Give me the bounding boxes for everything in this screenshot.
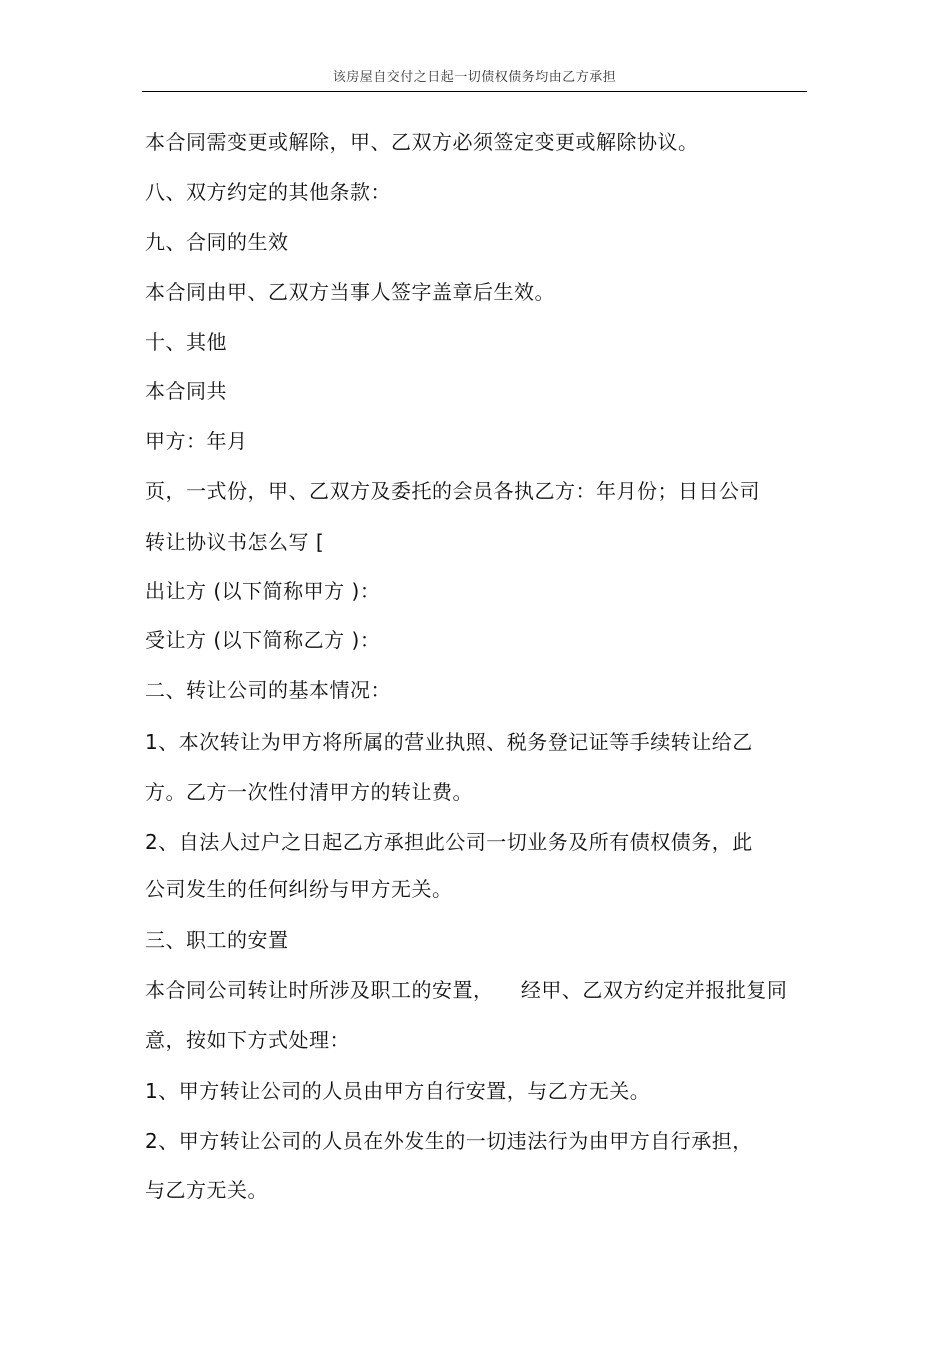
body-line-9: 转让协议书怎么写 [ (145, 530, 325, 554)
body-line-16: 公司发生的任何纠纷与甲方无关。 (145, 877, 453, 901)
body-line-2: 八、双方约定的其他条款： (145, 180, 391, 204)
body-line-21: 2、甲方转让公司的人员在外发生的一切违法行为由甲方自行承担， (145, 1129, 753, 1153)
body-line-10: 出让方 (以下简称甲方 )： (145, 579, 381, 603)
body-line-6: 本合同共 (145, 379, 227, 403)
body-line-20: 1、甲方转让公司的人员由甲方自行安置，与乙方无关。 (145, 1079, 651, 1103)
body-line-17: 三、职工的安置 (145, 928, 289, 952)
body-line-3: 九、合同的生效 (145, 230, 289, 254)
body-line-13: 1、本次转让为甲方将所属的营业执照、税务登记证等手续转让给乙 (145, 730, 753, 754)
body-line-14: 方。乙方一次性付清甲方的转让费。 (145, 780, 473, 804)
body-line-18: 本合同公司转让时所涉及职工的安置， 经甲、乙双方约定并报批复同 (145, 978, 788, 1002)
body-line-5: 十、其他 (145, 330, 227, 354)
body-line-11: 受让方 (以下简称乙方 )： (145, 628, 381, 652)
body-line-15: 2、自法人过户之日起乙方承担此公司一切业务及所有债权债务，此 (145, 830, 753, 854)
body-line-12: 二、转让公司的基本情况： (145, 678, 391, 702)
body-line-7: 甲方：年月 (145, 429, 248, 453)
header-rule (142, 91, 807, 92)
body-line-22: 与乙方无关。 (145, 1178, 268, 1202)
body-line-1: 本合同需变更或解除，甲、乙双方必须签定变更或解除协议。 (145, 130, 699, 154)
body-line-8: 页，一式份，甲、乙双方及委托的会员各执乙方：年月份；日日公司 (145, 479, 760, 503)
running-header: 该房屋自交付之日起一切债权债务均由乙方承担 (332, 70, 617, 85)
body-line-19: 意，按如下方式处理： (145, 1028, 350, 1052)
body-line-4: 本合同由甲、乙双方当事人签字盖章后生效。 (145, 280, 555, 304)
